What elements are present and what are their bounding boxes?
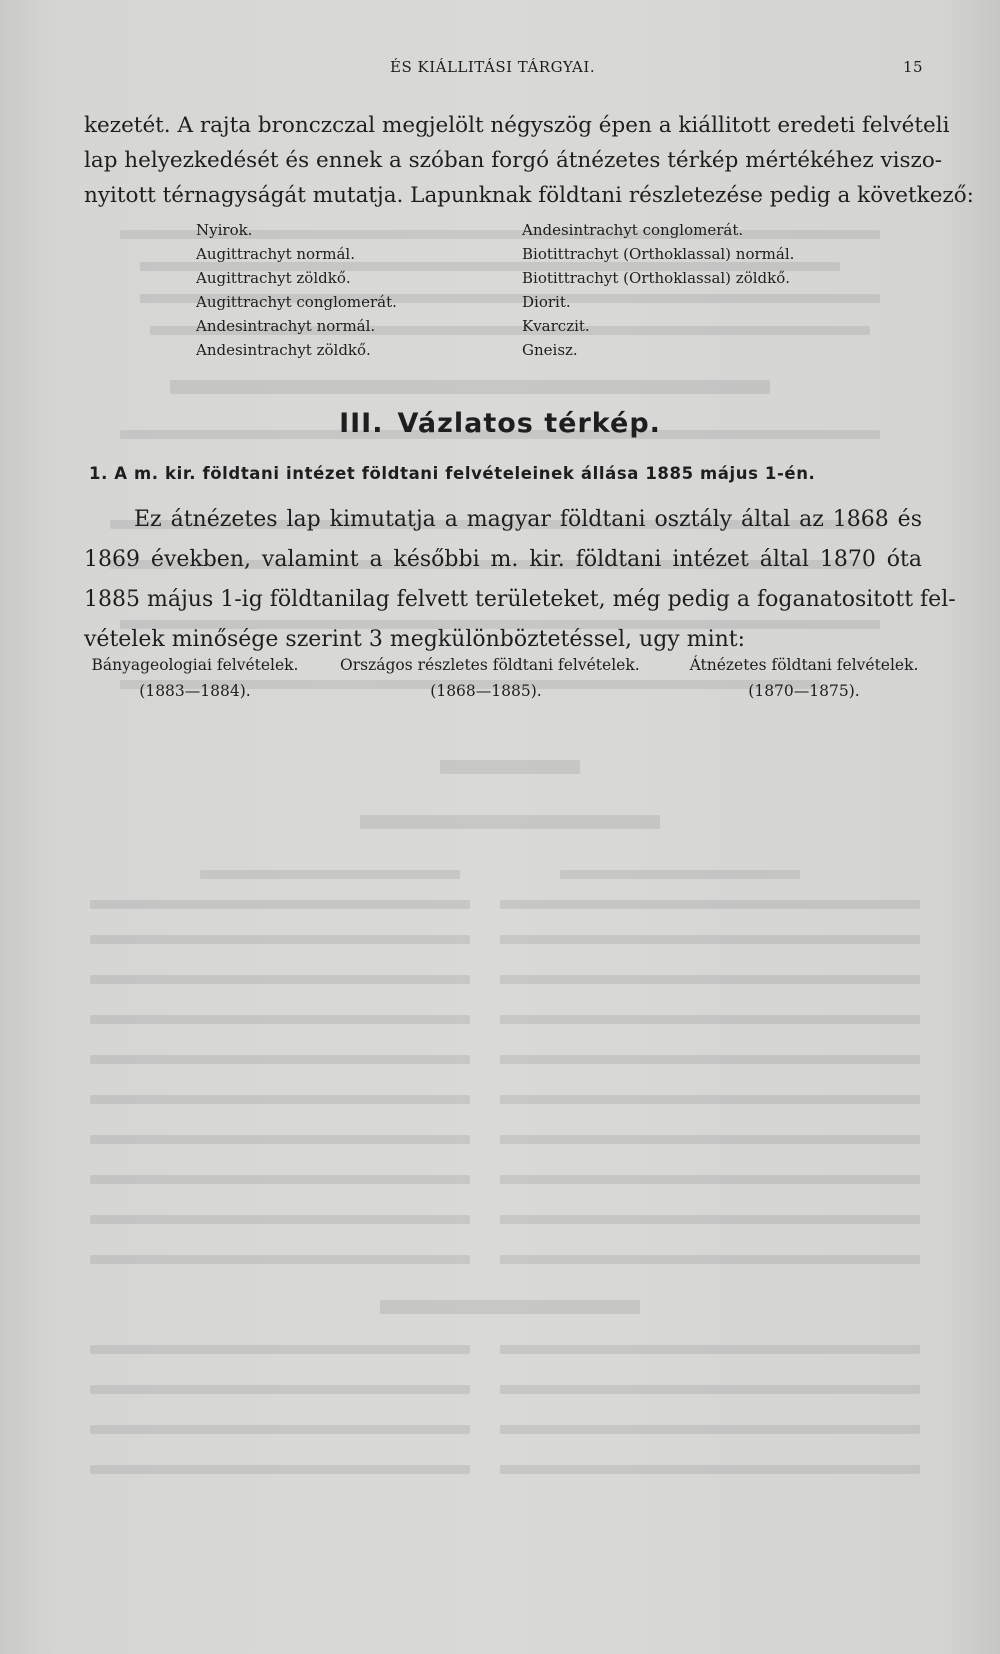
paragraph-line: Ez átnézetes lap kimutatja a magyar földtani osztály által az 1868 és	[134, 507, 922, 532]
running-header	[0, 54, 1000, 84]
rock-list-item: Andesintrachyt zöldkő.	[196, 341, 371, 359]
section-heading	[0, 408, 1000, 439]
intro-paragraph	[84, 108, 974, 213]
survey-type	[84, 652, 306, 704]
survey-type-years: (1870—1875).	[748, 682, 860, 700]
rock-list-item: Diorit.	[522, 293, 571, 311]
paragraph-line: nyitott térnagyságát mutatja. Lapunknak földtani részletezése pedig a következő:	[84, 183, 974, 208]
survey-type	[340, 652, 640, 704]
rock-list-item: Augittrachyt zöldkő.	[196, 269, 351, 287]
paragraph-line: 1885 május 1-ig földtanilag felvett területeket, még pedig a foganatositott fel-	[84, 587, 956, 612]
running-header-title: ÉS KIÁLLITÁSI TÁRGYAI.	[390, 58, 596, 76]
paragraph-line: vételek minősége szerint 3 megkülönböztetéssel, ugy mint:	[84, 627, 746, 652]
survey-type-name: Átnézetes földtani felvételek.	[689, 656, 919, 674]
rock-list-item: Augittrachyt conglomerát.	[196, 293, 397, 311]
rock-list-item: Biotittrachyt (Orthoklassal) zöldkő.	[522, 269, 791, 287]
rock-list-item: Gneisz.	[522, 341, 578, 359]
rock-list-item: Augittrachyt normál.	[196, 245, 355, 263]
section-title: Vázlatos térkép.	[397, 408, 661, 439]
survey-type-years: (1868—1885).	[430, 682, 542, 700]
survey-type-years: (1883—1884).	[139, 682, 251, 700]
survey-type-name: Bányageologiai felvételek.	[91, 656, 299, 674]
rock-list-left-column	[196, 218, 397, 362]
rock-list-item: Biotittrachyt (Orthoklassal) normál.	[522, 245, 795, 263]
subsection-heading: 1. A m. kir. földtani intézet földtani felvételeinek állása 1885 május 1-én.	[89, 464, 816, 483]
section-number: III.	[339, 408, 384, 439]
survey-type	[676, 652, 932, 704]
paragraph-line: lap helyezkedését és ennek a szóban forgó átnézetes térkép mértékéhez viszo-	[84, 148, 943, 173]
rock-list-item: Andesintrachyt conglomerát.	[522, 221, 744, 239]
rock-list-item: Kvarczit.	[522, 317, 590, 335]
main-paragraph	[84, 500, 956, 660]
rock-list-item: Nyirok.	[196, 221, 253, 239]
rock-list-item: Andesintrachyt normál.	[196, 317, 376, 335]
paragraph-line: 1869 években, valamint a későbbi m. kir. földtani intézet által 1870 óta	[84, 547, 922, 572]
paragraph-line: kezetét. A rajta bronczczal megjelölt négyszög épen a kiállitott eredeti felvételi	[84, 113, 950, 138]
survey-type-name: Országos részletes földtani felvételek.	[340, 656, 640, 674]
rock-list-right-column	[522, 218, 794, 362]
page-number: 15	[903, 58, 924, 76]
